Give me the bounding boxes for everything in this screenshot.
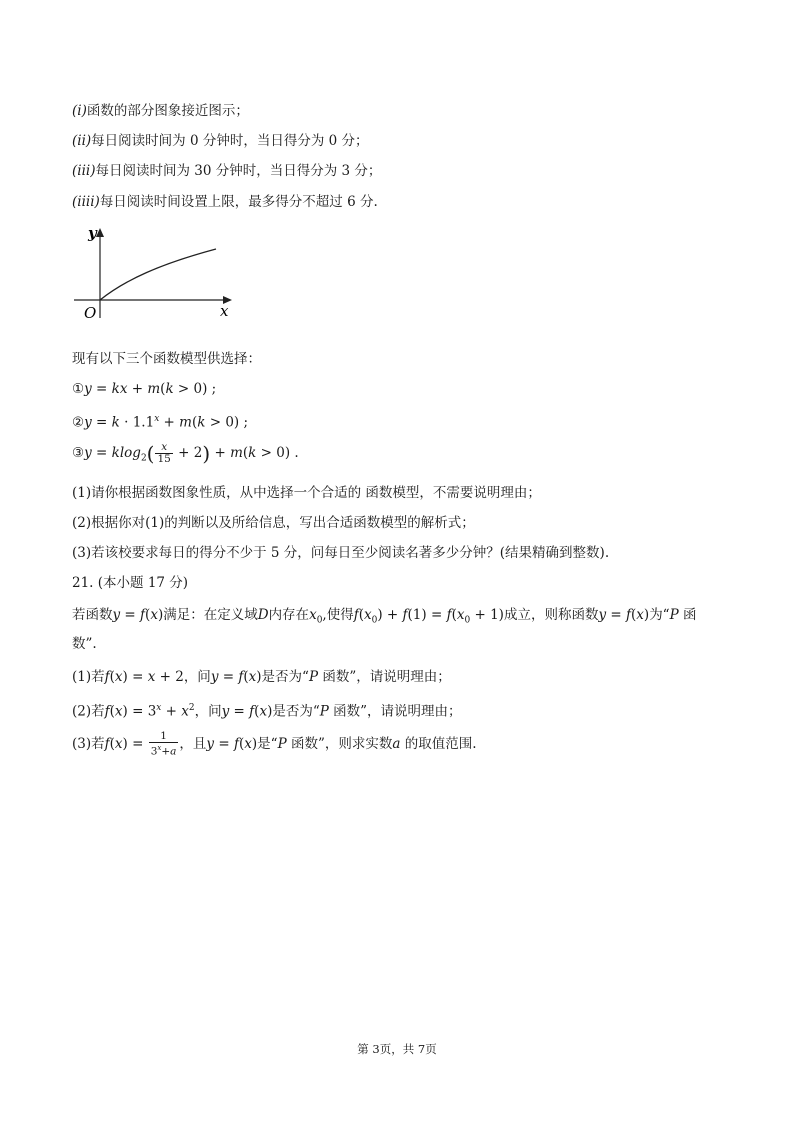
condition-1: (i)函数的部分图象接近图示； <box>72 103 249 119</box>
q21-part-1: (1)若f(x) = x + 2，问y = f(x)是否为“P 函数”，请说明理由； <box>72 669 451 685</box>
y-axis-arrow <box>96 228 104 237</box>
q20-part-1: (1)请你根据函数图象性质，从中选择一个合适的 函数模型，不需要说明理由； <box>72 485 541 501</box>
function-curve <box>100 249 216 300</box>
page-footer: 第 3页，共 7页 <box>357 1042 437 1056</box>
q20-part-3: (3)若该校要求每日的得分不少于 5 分，问每日至少阅读名著多少分钟？(结果精确到整数). <box>72 545 610 561</box>
models-intro: 现有以下三个函数模型供选择： <box>72 351 261 367</box>
condition-4: (iiii)每日阅读时间设置上限，最多得分不超过 6 分. <box>72 194 378 210</box>
q21-header: 21. (本小题 17 分) <box>72 575 189 591</box>
q20-part-2: (2)根据你对(1)的判断以及所给信息，写出合适函数模型的解析式； <box>72 515 475 531</box>
model-1: ①y = kx + m(k > 0) ; <box>72 381 217 397</box>
q21-part-2: (2)若$f(x) = 3^x + x^2$，问y = f(x)是否为“P 函数”，请说明理由； <box>72 703 462 720</box>
origin-label: O <box>84 304 97 322</box>
q21-definition-line-1: 若函数y = f(x)满足：在定义域D内存在$x_0$,使得$f(x_0) + f(1) = f(x_0 + 1)$成立，则称函数y = f(x)为“P 函 <box>72 607 697 626</box>
condition-2: (ii)每日阅读时间为 0 分钟时，当日得分为 0 分； <box>72 133 369 149</box>
q21-definition-line-2: 数”. <box>72 636 97 652</box>
condition-3: (iii)每日阅读时间为 30 分钟时，当日得分为 3 分； <box>72 163 382 179</box>
model-3: ③y = klog$_2$( $\frac{x}{15}$ + 2) + m(k > 0) . <box>72 441 299 466</box>
function-graph <box>70 222 240 322</box>
q21-part-3: (3)若f(x) = $\frac{1}{3^x+a}$ ，且y = f(x)是“P 函数”，则求实数a 的取值范围. <box>72 730 477 758</box>
model-2: ②y = $k \cdot 1.1^x + m(k > 0)$ ; <box>72 414 249 431</box>
x-axis-label: x <box>220 302 229 320</box>
y-axis-label: y <box>88 224 97 242</box>
